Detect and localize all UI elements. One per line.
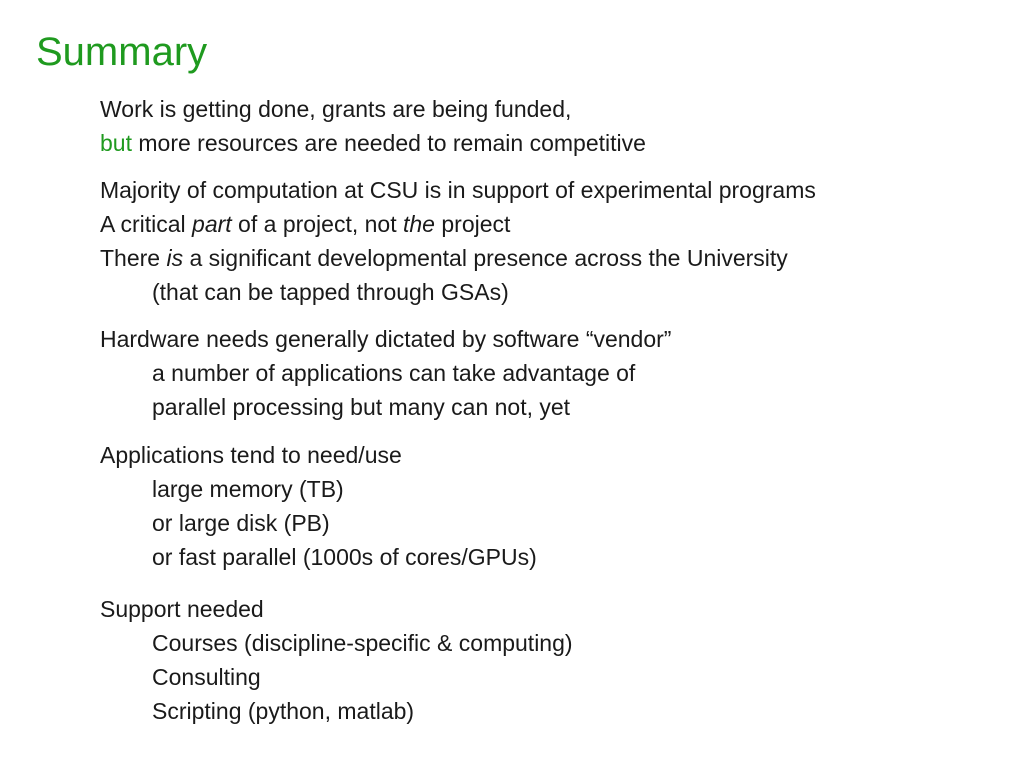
applications-line-4: or fast parallel (1000s of cores/GPUs) — [152, 544, 537, 570]
computation-line-2 — [100, 207, 1000, 241]
emphasis-but: but — [100, 130, 132, 156]
section-status — [100, 92, 1000, 160]
hardware-line-1: Hardware needs generally dictated by software “vendor” — [100, 326, 672, 352]
text-fragment: of a project, not — [231, 211, 403, 237]
italic-is: is — [166, 245, 184, 271]
text-fragment: a significant developmental presence across the University — [183, 245, 788, 271]
hardware-line-2: a number of applications can take advantage of — [152, 360, 636, 386]
support-line-4: Scripting (python, matlab) — [152, 698, 415, 724]
slide-title: Summary — [36, 30, 208, 74]
applications-line-3: or large disk (PB) — [152, 510, 330, 536]
support-line-2: Courses (discipline-specific & computing) — [152, 630, 573, 656]
support-line-1: Support needed — [100, 596, 264, 622]
computation-line-4: (that can be tapped through GSAs) — [152, 279, 509, 305]
applications-line-2: large memory (TB) — [152, 476, 344, 502]
computation-line-3 — [100, 241, 1000, 275]
italic-part: part — [192, 211, 232, 237]
status-line-1: Work is getting done, grants are being funded, — [100, 96, 572, 122]
section-applications — [100, 438, 1000, 574]
hardware-line-3: parallel processing but many can not, yet — [152, 394, 571, 420]
section-support — [100, 592, 1000, 728]
support-line-3: Consulting — [152, 664, 261, 690]
text-fragment: There — [100, 245, 167, 271]
slide-body — [100, 92, 1000, 728]
section-hardware — [100, 322, 1000, 424]
computation-line-1: Majority of computation at CSU is in support of experimental programs — [100, 177, 816, 203]
status-line-2 — [100, 126, 1000, 160]
italic-the: the — [403, 211, 435, 237]
status-line-2-text: more resources are needed to remain competitive — [131, 130, 646, 156]
text-fragment: A critical — [100, 211, 193, 237]
applications-line-1: Applications tend to need/use — [100, 442, 402, 468]
section-computation — [100, 173, 1000, 309]
text-fragment: project — [434, 211, 511, 237]
